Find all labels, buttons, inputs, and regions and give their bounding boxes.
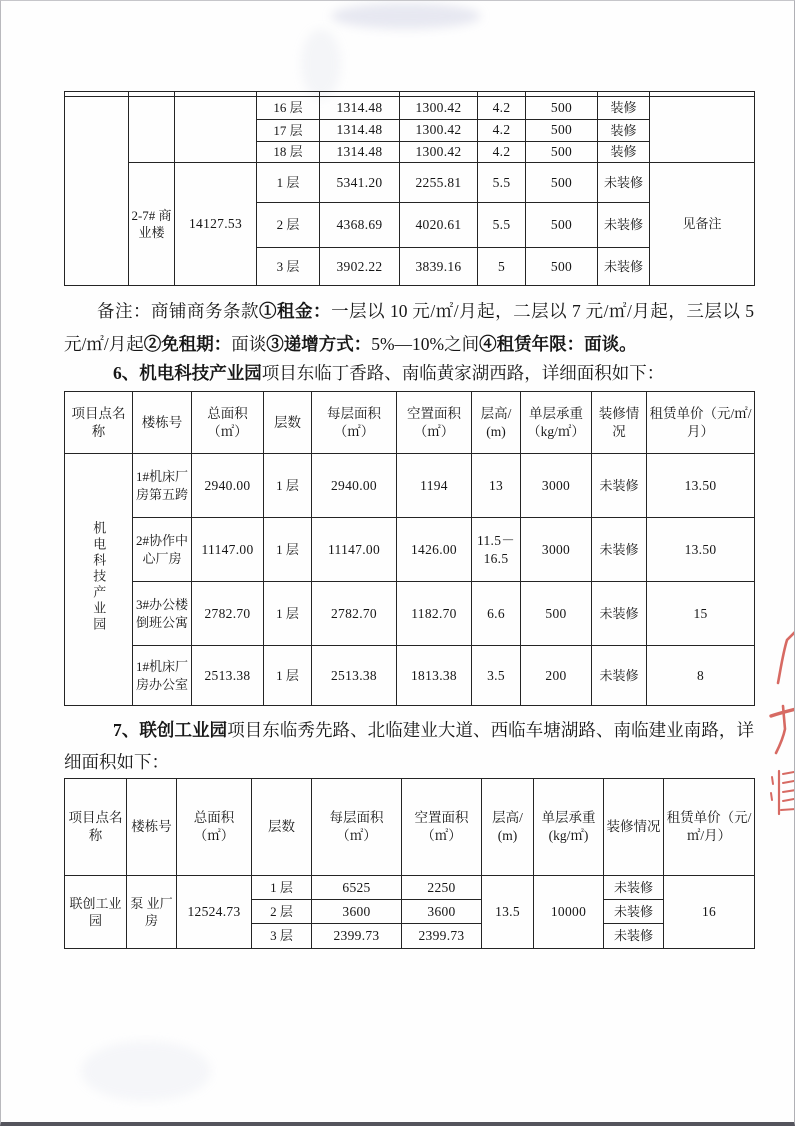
cell-vacant-area: 1813.38: [397, 646, 472, 706]
section-7-table: [64, 778, 755, 949]
cell-total-area: 12524.73: [177, 876, 252, 949]
table-row: [65, 454, 755, 518]
cell-rent-price: 13.50: [647, 518, 755, 582]
cell-rent-price: 见备注: [650, 163, 755, 286]
cell-floor: 1 层: [257, 163, 320, 203]
remark-text: 面谈。: [584, 334, 637, 355]
cell-decoration: 未装修: [592, 582, 647, 646]
column-header: 总面积（㎡）: [192, 392, 264, 454]
cell-total-area: 2940.00: [192, 454, 264, 518]
cell-vacant-area: 4020.61: [400, 203, 478, 248]
cell-vacant-area: 1300.42: [400, 97, 478, 120]
column-header: 租赁单价（元/㎡/月）: [664, 779, 755, 876]
cell-decoration: 未装修: [598, 248, 650, 286]
cell-per-floor-area: 5341.20: [320, 163, 400, 203]
column-header: 层高/(m): [482, 779, 534, 876]
cell-building-name: 1#机床厂房第五跨: [133, 454, 192, 518]
cell-floor: 16 层: [257, 97, 320, 120]
cell-floor-height: 5.5: [478, 203, 526, 248]
section-6-title: 6、机电科技产业园: [113, 363, 262, 384]
cell-per-floor-area: 2399.73: [312, 924, 402, 949]
table-row: [65, 163, 755, 203]
column-header: 项目点名称: [65, 779, 127, 876]
cell-rent-price: 15: [647, 582, 755, 646]
cell-vacant-area: 1300.42: [400, 142, 478, 163]
cell-load: 3000: [521, 518, 592, 582]
remark-paragraph: [64, 295, 754, 361]
remark-label-increase: ③递增方式：: [266, 334, 372, 355]
column-header: 楼栋号: [127, 779, 177, 876]
cell-per-floor-area: 3902.22: [320, 248, 400, 286]
cell-floor-count: 1 层: [264, 518, 312, 582]
cell-vacant-area: 3600: [402, 900, 482, 924]
cell-decoration: 装修: [598, 97, 650, 120]
cell-floor: 2 层: [257, 203, 320, 248]
cell-rent-price: 13.50: [647, 454, 755, 518]
section-6-heading: [64, 361, 754, 386]
cell-floor-count: 1 层: [264, 582, 312, 646]
column-header: 项目点名称: [65, 392, 133, 454]
column-header: 层数: [252, 779, 312, 876]
table-row: [65, 646, 755, 706]
cell-load: 10000: [534, 876, 604, 949]
cell-vacant-area: 2255.81: [400, 163, 478, 203]
cell-per-floor-area: 3600: [312, 900, 402, 924]
cell-decoration: 装修: [598, 142, 650, 163]
cell-decoration: 未装修: [592, 454, 647, 518]
cell-floor-height: 4.2: [478, 142, 526, 163]
bleed-through-mark: [331, 3, 481, 29]
section-6-subtitle: 项目东临丁香路、南临黄家湖西路，详细面积如下：: [261, 363, 665, 384]
column-header: 单层承重（kg/㎡）: [521, 392, 592, 454]
column-header: 单层承重(kg/㎡): [534, 779, 604, 876]
cell-decoration: 未装修: [598, 163, 650, 203]
cell-floor-height: 6.6: [472, 582, 521, 646]
cell-floor-height: 13: [472, 454, 521, 518]
cell-building-name: 1#机床厂房办公室: [133, 646, 192, 706]
cell-floor: 2 层: [252, 900, 312, 924]
cell-vacant-area: 1194: [397, 454, 472, 518]
cell-floor-height: 11.5－16.5: [472, 518, 521, 582]
cell-per-floor-area: 6525: [312, 876, 402, 900]
cell-project-empty: [65, 97, 129, 286]
cell-decoration: 未装修: [598, 203, 650, 248]
column-header: 空置面积（㎡）: [402, 779, 482, 876]
cell-load: 500: [526, 248, 598, 286]
cell-floor-height: 5: [478, 248, 526, 286]
cell-rent-price: 8: [647, 646, 755, 706]
cell-floor: 3 层: [252, 924, 312, 949]
project-name-vertical: 机电科技产业园: [91, 521, 107, 634]
cell-floor-count: 1 层: [264, 646, 312, 706]
cell-load: 500: [526, 120, 598, 142]
cell-floor-height: 4.2: [478, 97, 526, 120]
column-header: 装修情况: [604, 779, 664, 876]
cell-decoration: 装修: [598, 120, 650, 142]
cell-decoration: 未装修: [604, 924, 664, 949]
cell-decoration: 未装修: [592, 518, 647, 582]
column-header: 装修情况: [592, 392, 647, 454]
remark-label-rent: ①租金：: [259, 301, 332, 322]
table-row: [65, 582, 755, 646]
cell-load: 3000: [521, 454, 592, 518]
cell-vacant-area: 1182.70: [397, 582, 472, 646]
cell-per-floor-area: 11147.00: [312, 518, 397, 582]
cell-building-name: 泵 业厂房: [127, 876, 177, 949]
section-7-heading: [64, 714, 754, 778]
column-header: 层高/(m): [472, 392, 521, 454]
cell-load: 500: [526, 203, 598, 248]
remark-text: 一层以 10 元/㎡/月起，二层以 7 元/㎡/月起，三层以 5 元/㎡/月起: [64, 301, 755, 355]
cell-floor: 1 层: [252, 876, 312, 900]
table-row: [65, 876, 755, 900]
cell-per-floor-area: 4368.69: [320, 203, 400, 248]
remark-text: 5%—10%之间: [371, 334, 480, 355]
remark-label-rent-free: ②免租期：: [143, 334, 232, 355]
column-header: 楼栋号: [133, 392, 192, 454]
cell-vacant-area: 2250: [402, 876, 482, 900]
bleed-through-mark: [301, 29, 341, 99]
column-header: 每层面积（㎡）: [312, 392, 397, 454]
cell-load: 500: [521, 582, 592, 646]
cell-vacant-area: 1300.42: [400, 120, 478, 142]
cell-total-area: 14127.53: [175, 163, 257, 286]
section-7-subtitle: 项目东临秀先路、北临建业大道、西临车塘湖路、南临建业南路，详细面积如下：: [64, 720, 754, 773]
cell-floor: 17 层: [257, 120, 320, 142]
remark-label-term: ④租赁年限：: [479, 334, 585, 355]
cell-total-area: 11147.00: [192, 518, 264, 582]
cell-floor-height: 5.5: [478, 163, 526, 203]
column-header: 层数: [264, 392, 312, 454]
cell-vacant-area: 2399.73: [402, 924, 482, 949]
section-7-title: 7、联创工业园: [113, 720, 228, 741]
table-row: [65, 518, 755, 582]
cell-floor: 18 层: [257, 142, 320, 163]
cell-building-empty: [129, 97, 175, 163]
section-6-table: [64, 391, 755, 706]
cell-price-empty: [650, 97, 755, 163]
cell-per-floor-area: 1314.48: [320, 97, 400, 120]
header-row: [65, 779, 755, 876]
column-header: 总面积（㎡）: [177, 779, 252, 876]
cell-floor-height: 4.2: [478, 120, 526, 142]
cell-total-empty: [175, 97, 257, 163]
column-header: 空置面积（㎡）: [397, 392, 472, 454]
cell-decoration: 未装修: [604, 876, 664, 900]
cell-per-floor-area: 2940.00: [312, 454, 397, 518]
cell-decoration: 未装修: [592, 646, 647, 706]
cell-load: 500: [526, 142, 598, 163]
cell-per-floor-area: 1314.48: [320, 142, 400, 163]
cell-per-floor-area: 2782.70: [312, 582, 397, 646]
red-stamp-fragment-icon: [750, 601, 795, 831]
cell-floor-height: 3.5: [472, 646, 521, 706]
cell-load: 500: [526, 163, 598, 203]
cell-total-area: 2513.38: [192, 646, 264, 706]
column-header: 租赁单价（元/㎡/月）: [647, 392, 755, 454]
commercial-building-table: [64, 91, 755, 286]
remark-text: 面谈: [231, 334, 267, 355]
cell-total-area: 2782.70: [192, 582, 264, 646]
cell-load: 200: [521, 646, 592, 706]
cell-floor-height: 13.5: [482, 876, 534, 949]
cell-building-name: 2-7# 商业楼: [129, 163, 175, 286]
column-header: 每层面积（㎡）: [312, 779, 402, 876]
cell-per-floor-area: 1314.48: [320, 120, 400, 142]
table-row: [65, 97, 755, 120]
bleed-through-mark: [81, 1041, 211, 1101]
cell-floor-count: 1 层: [264, 454, 312, 518]
cell-project-name: [65, 454, 133, 706]
remark-text: 备注：商铺商务条款: [97, 301, 260, 322]
header-row: [65, 392, 755, 454]
cell-project-name: 联创工业园: [65, 876, 127, 949]
cell-floor: 3 层: [257, 248, 320, 286]
cell-vacant-area: 1426.00: [397, 518, 472, 582]
cell-building-name: 3#办公楼倒班公寓: [133, 582, 192, 646]
cell-vacant-area: 3839.16: [400, 248, 478, 286]
cell-load: 500: [526, 97, 598, 120]
cell-building-name: 2#协作中心厂房: [133, 518, 192, 582]
cell-rent-price: 16: [664, 876, 755, 949]
cell-per-floor-area: 2513.38: [312, 646, 397, 706]
cell-decoration: 未装修: [604, 900, 664, 924]
